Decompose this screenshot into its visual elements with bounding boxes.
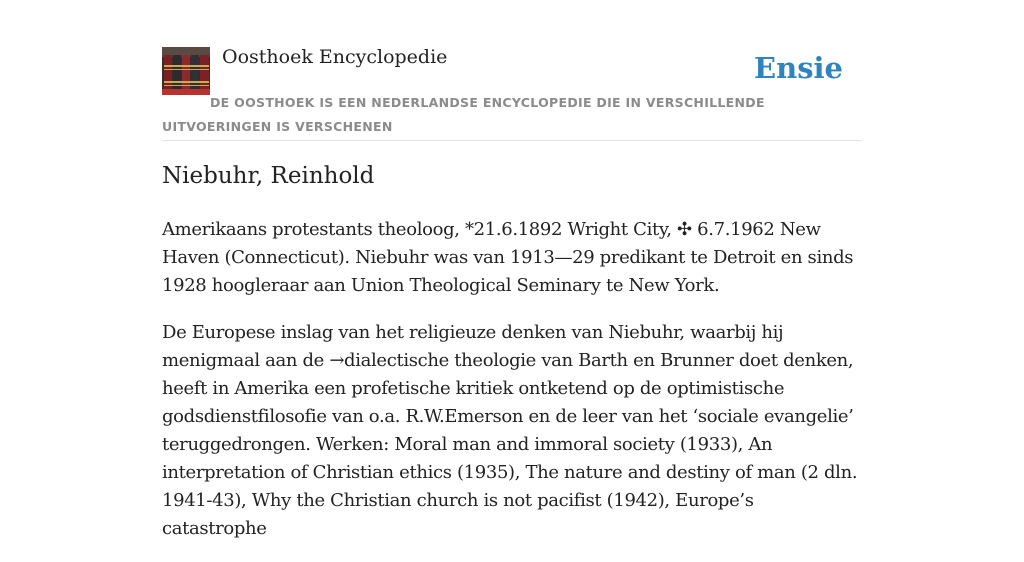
article-paragraph: De Europese inslag van het religieuze denken van Niebuhr, waarbij hij menigmaal aan de →dialectische theologie van Barth en Brunner doet denken, heeft in Amerika een profetische kritiek ontketend op de optimistische godsdienstfilosofie van o.a. R.W.Emerson en de leer van het ‘sociale evangelie’ teruggedrongen. Werken: Moral man and immoral society (1933), An interpretation of Christian ethics (1935), The nature and destiny of man (2 dln. 1941-43), Why the Christian church is not pacifist (1942), Europe’s catastrophe	[162, 322, 858, 539]
article-title: Niebuhr, Reinhold	[162, 163, 375, 189]
site-tagline: DE OOSTHOEK IS EEN NEDERLANDSE ENCYCLOPEDIE DIE IN VERSCHILLENDE UITVOERINGEN IS VERSCHENEN	[162, 95, 765, 134]
site-avatar[interactable]	[162, 47, 210, 95]
book-spines-icon	[162, 47, 210, 95]
site-header	[162, 46, 862, 141]
article-paragraph: Amerikaans protestants theoloog, *21.6.1892 Wright City, ✣ 6.7.1962 New Haven (Connecticut). Niebuhr was van 1913—29 predikant te Detroit en sinds 1928 hoogleraar aan Union Theological Seminary te New York.	[162, 219, 854, 296]
article-body	[162, 216, 862, 562]
site-name[interactable]: Oosthoek Encyclopedie	[222, 46, 448, 68]
brand-logo-link[interactable]: Ensie	[754, 51, 843, 85]
